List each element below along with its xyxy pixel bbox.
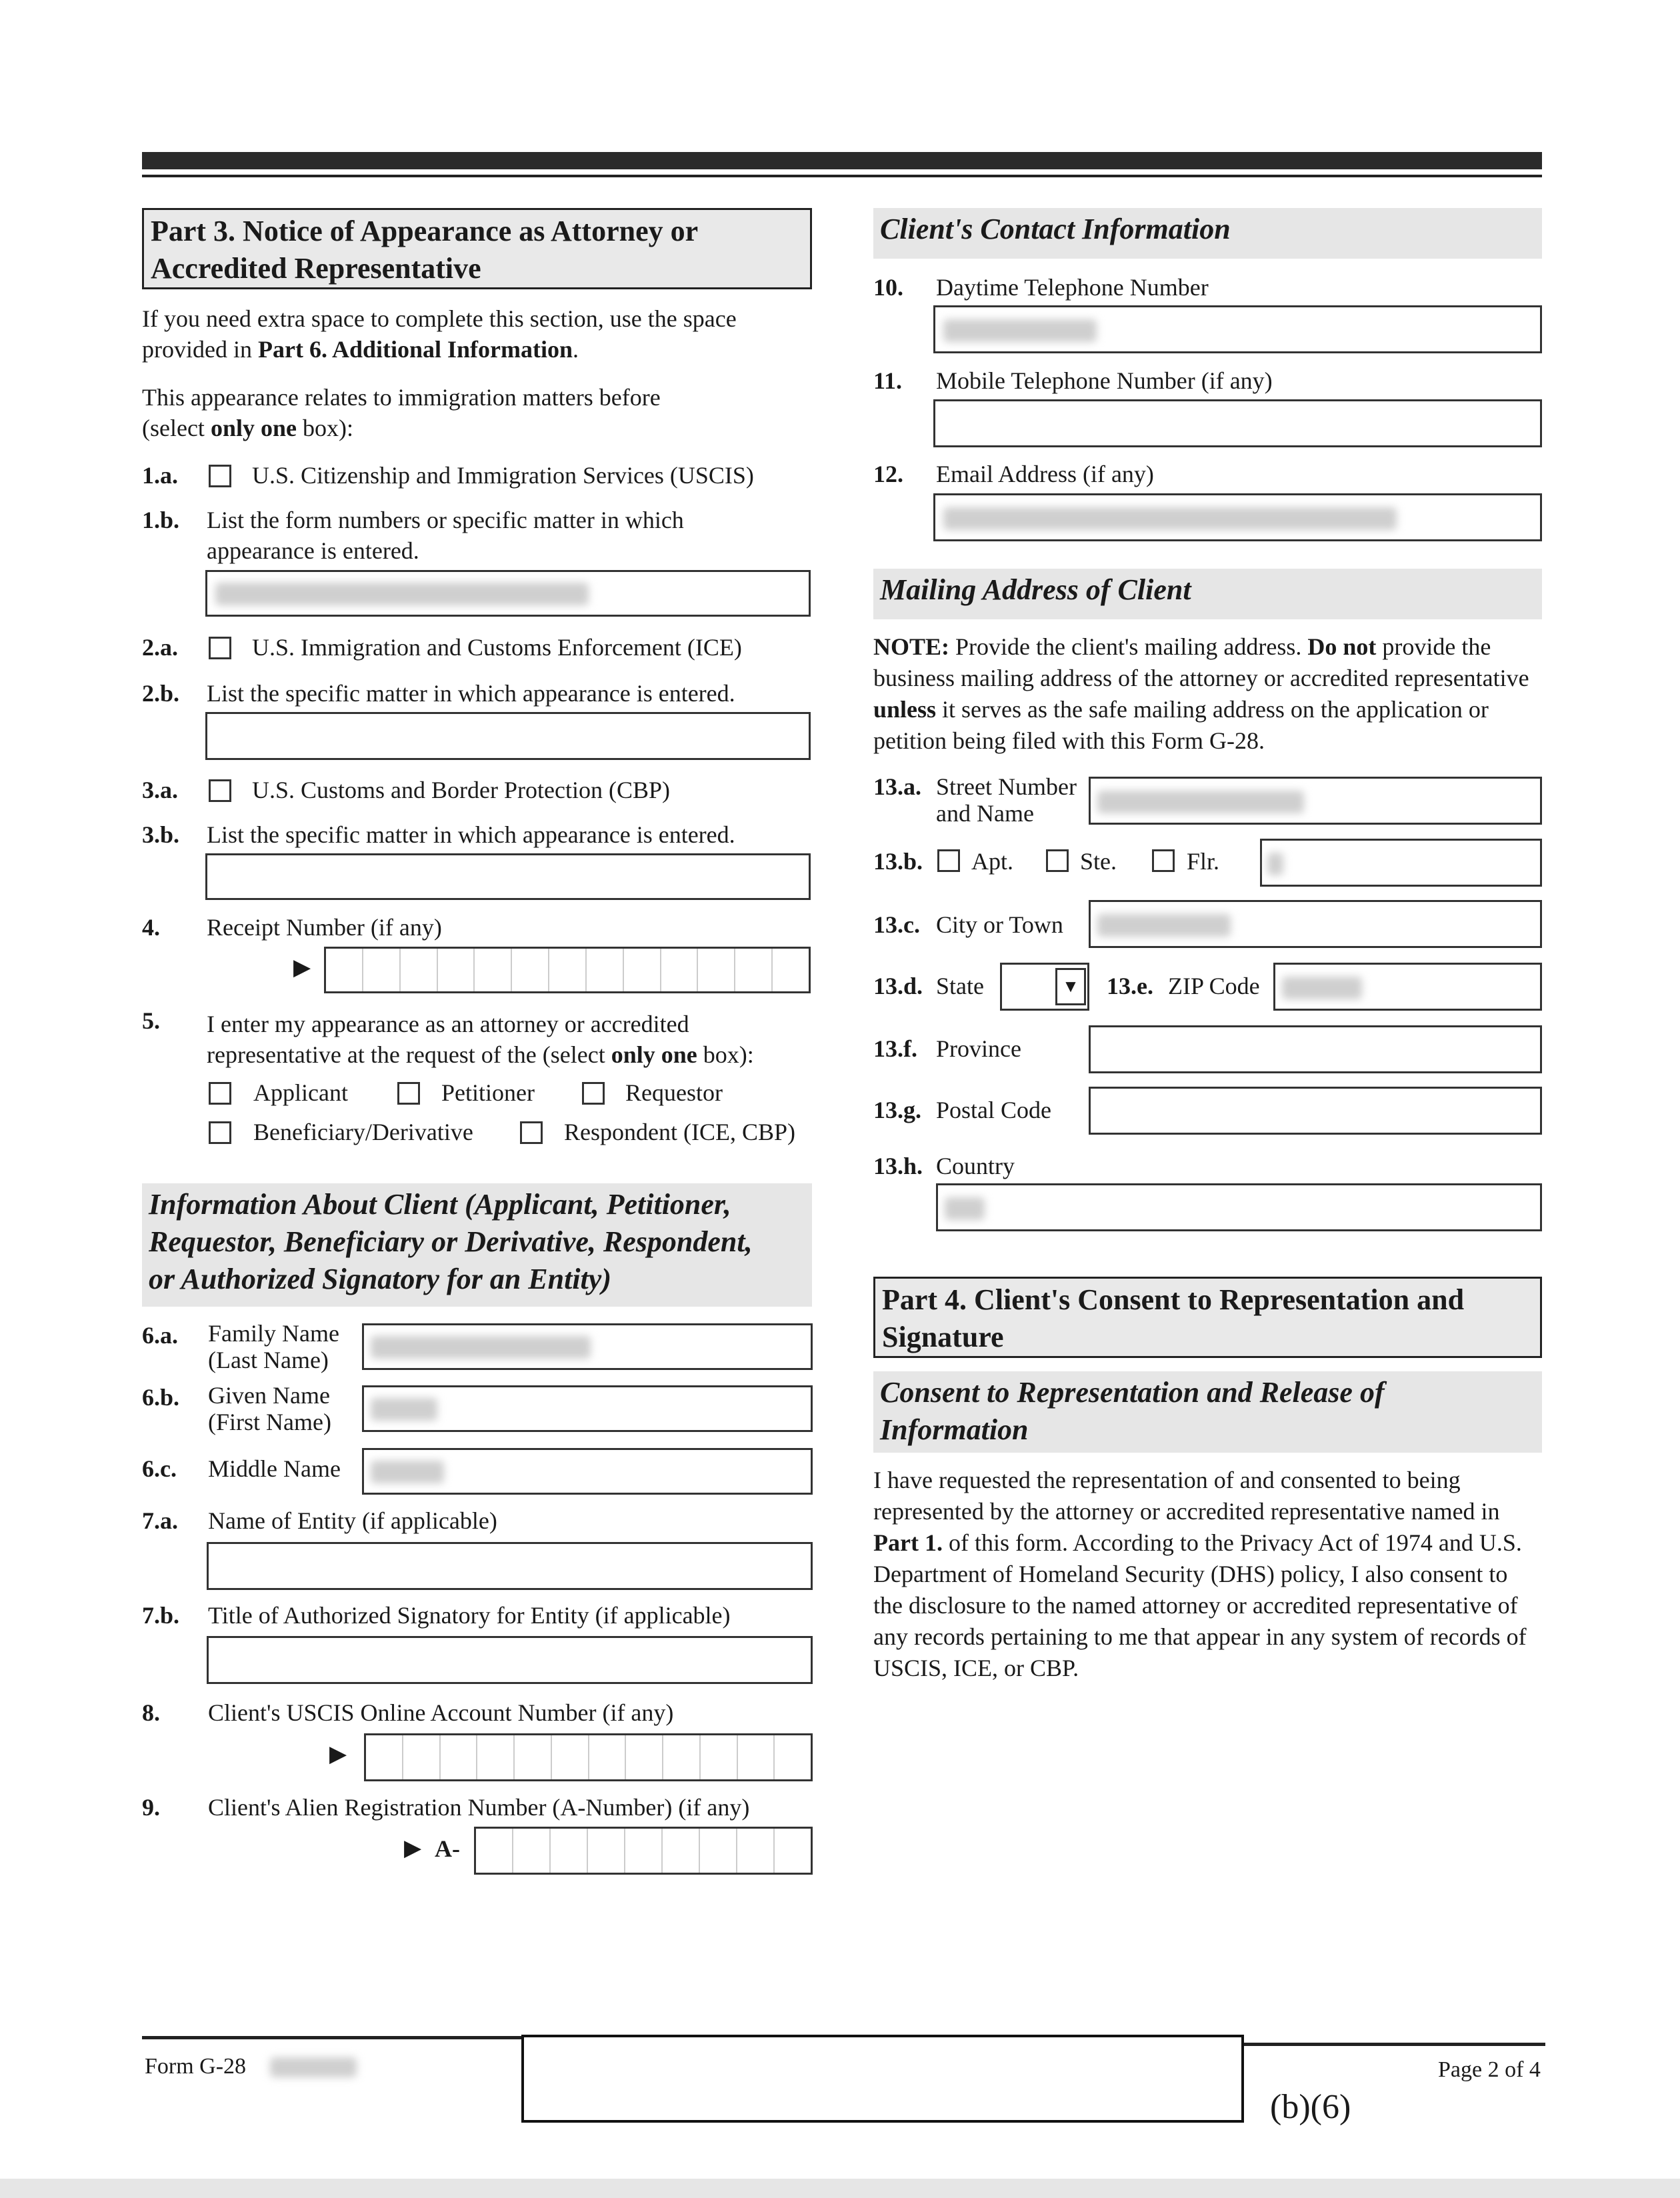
petitioner-label: Petitioner bbox=[441, 1079, 535, 1106]
q12-number: 12. bbox=[873, 461, 903, 487]
header-bar bbox=[142, 152, 1542, 169]
scan-edge bbox=[0, 2179, 1680, 2198]
redacted-text bbox=[945, 1197, 985, 1220]
q13c-number: 13.c. bbox=[873, 911, 920, 938]
intro2-pre: (select bbox=[142, 415, 211, 441]
q11-number: 11. bbox=[873, 367, 903, 394]
part4-title bbox=[873, 1277, 1542, 1358]
consent-bold: Part 1. bbox=[873, 1529, 943, 1556]
daytime-phone-label: Daytime Telephone Number bbox=[936, 274, 1209, 301]
redacted-text bbox=[371, 1336, 591, 1359]
receipt-number-field[interactable] bbox=[324, 947, 811, 993]
mobile-phone-label: Mobile Telephone Number (if any) bbox=[936, 367, 1273, 394]
q2b-label: List the specific matter in which appearance is entered. bbox=[207, 680, 735, 707]
part4-title-line1: Part 4. Client's Consent to Representation and bbox=[882, 1283, 1465, 1316]
comb-cells bbox=[476, 1829, 811, 1873]
part4-title-line2: Signature bbox=[882, 1321, 1004, 1353]
beneficiary-label: Beneficiary/Derivative bbox=[253, 1119, 473, 1145]
requestor-checkbox[interactable] bbox=[582, 1082, 605, 1105]
q5-line2-post: box): bbox=[697, 1041, 754, 1068]
note-bold-1: Do not bbox=[1307, 633, 1377, 660]
part3-intro1 bbox=[142, 303, 737, 365]
q13a-number: 13.a. bbox=[873, 773, 921, 800]
redacted-text bbox=[371, 1398, 437, 1421]
family-name-line1: Family Name bbox=[208, 1320, 339, 1347]
consent-title-line2: Information bbox=[880, 1413, 1029, 1446]
client-info-title-line1: Information About Client (Applicant, Petitioner, bbox=[149, 1188, 731, 1221]
mailing-title bbox=[873, 569, 1542, 619]
note-text-2: provide the business mailing address of the attorney or accredited representative bbox=[873, 633, 1529, 691]
intro1-pre: provided in bbox=[142, 336, 258, 363]
mailing-title-text: Mailing Address of Client bbox=[880, 573, 1191, 606]
signatory-title-label: Title of Authorized Signatory for Entity (if applicable) bbox=[208, 1602, 731, 1629]
contact-title bbox=[873, 208, 1542, 259]
q9-number: 9. bbox=[142, 1794, 160, 1821]
q3b-label: List the specific matter in which appearance is entered. bbox=[207, 821, 735, 848]
q4-number: 4. bbox=[142, 914, 160, 941]
comb-cells bbox=[326, 949, 809, 991]
part3-title bbox=[142, 208, 812, 289]
signatory-title-field[interactable] bbox=[207, 1636, 813, 1684]
uscis-checkbox[interactable] bbox=[209, 465, 231, 487]
a-number-label: Client's Alien Registration Number (A-Number) (if any) bbox=[208, 1794, 750, 1821]
ice-label: U.S. Immigration and Customs Enforcement (ICE) bbox=[252, 634, 742, 661]
note-text-1: Provide the client's mailing address. bbox=[949, 633, 1308, 660]
q13g-number: 13.g. bbox=[873, 1097, 921, 1123]
footer-rule-left bbox=[142, 2036, 522, 2039]
note-text-3: it serves as the safe mailing address on the application or petition being filed with this Form G-28. bbox=[873, 696, 1489, 754]
footer-rule-right bbox=[1244, 2043, 1545, 2046]
q2a-number: 2.a. bbox=[142, 634, 178, 661]
receipt-number-label: Receipt Number (if any) bbox=[207, 914, 442, 941]
q5-line2-bold: only one bbox=[611, 1041, 697, 1068]
contact-title-text: Client's Contact Information bbox=[880, 213, 1231, 245]
province-label: Province bbox=[936, 1035, 1021, 1062]
intro2-post: box): bbox=[296, 415, 353, 441]
entity-name-label: Name of Entity (if applicable) bbox=[208, 1507, 497, 1534]
q7b-number: 7.b. bbox=[142, 1602, 180, 1629]
comb-cells bbox=[366, 1735, 811, 1779]
flr-checkbox[interactable] bbox=[1152, 849, 1175, 872]
country-label: Country bbox=[936, 1153, 1015, 1179]
cbp-label: U.S. Customs and Border Protection (CBP) bbox=[252, 777, 670, 803]
part3-title-line1: Part 3. Notice of Appearance as Attorney or bbox=[151, 215, 699, 247]
unit-number-field[interactable] bbox=[1260, 839, 1542, 887]
page-number: Page 2 of 4 bbox=[1438, 2057, 1541, 2082]
intro2-line2 bbox=[142, 413, 661, 443]
given-name-field[interactable] bbox=[362, 1385, 813, 1432]
email-label: Email Address (if any) bbox=[936, 461, 1154, 487]
ice-checkbox[interactable] bbox=[209, 637, 231, 659]
middle-name-field[interactable] bbox=[362, 1448, 813, 1495]
applicant-label: Applicant bbox=[253, 1079, 348, 1106]
redacted-date bbox=[270, 2057, 357, 2077]
redacted-text bbox=[1097, 914, 1231, 937]
a-number-prefix: A- bbox=[435, 1835, 460, 1862]
mailing-note bbox=[873, 631, 1547, 757]
q6c-number: 6.c. bbox=[142, 1455, 177, 1482]
consent-title-line1: Consent to Representation and Release of bbox=[880, 1376, 1385, 1409]
entity-name-field[interactable] bbox=[207, 1542, 813, 1590]
intro2-line1: This appearance relates to immigration matters before bbox=[142, 384, 661, 411]
redaction-code: (b)(6) bbox=[1270, 2088, 1351, 2126]
q2b-number: 2.b. bbox=[142, 680, 180, 707]
q6b-number: 6.b. bbox=[142, 1384, 180, 1411]
country-field[interactable] bbox=[936, 1183, 1542, 1231]
q1b-label-line1: List the form numbers or specific matter in which bbox=[207, 507, 684, 533]
q5-line1: I enter my appearance as an attorney or accredited bbox=[207, 1011, 689, 1037]
street-label-line2: and Name bbox=[936, 800, 1034, 827]
a-number-field[interactable] bbox=[474, 1827, 813, 1875]
petitioner-checkbox[interactable] bbox=[397, 1082, 420, 1105]
q13e-number: 13.e. bbox=[1107, 973, 1153, 999]
q1b-label-line2: appearance is entered. bbox=[207, 537, 419, 564]
redacted-text bbox=[1097, 791, 1304, 813]
intro1-line2 bbox=[142, 334, 737, 365]
redacted-text bbox=[943, 507, 1397, 530]
ice-matter-field[interactable] bbox=[205, 712, 811, 760]
requestor-label: Requestor bbox=[625, 1079, 723, 1106]
province-field[interactable] bbox=[1089, 1025, 1542, 1073]
uscis-account-label: Client's USCIS Online Account Number (if any) bbox=[208, 1699, 674, 1726]
cbp-matter-field[interactable] bbox=[205, 853, 811, 900]
email-field[interactable] bbox=[933, 493, 1542, 541]
play-arrow-icon: ▶ bbox=[293, 955, 311, 980]
city-label: City or Town bbox=[936, 911, 1063, 938]
q7a-number: 7.a. bbox=[142, 1507, 178, 1534]
q6a-number: 6.a. bbox=[142, 1322, 178, 1349]
consent-text-2: of this form. According to the Privacy Act of 1974 and U.S. Department of Homeland Security (DHS) policy, I also consent to the disclosure to the named attorney or accredited representative of any records pertaining to me that appear in any system of records of USCIS, ICE, or CBP. bbox=[873, 1529, 1527, 1681]
street-label bbox=[936, 773, 1077, 827]
apt-label: Apt. bbox=[971, 848, 1013, 875]
middle-name-label: Middle Name bbox=[208, 1455, 341, 1482]
applicant-checkbox[interactable] bbox=[209, 1082, 231, 1105]
zip-field[interactable] bbox=[1273, 963, 1542, 1011]
note-bold-2: unless bbox=[873, 696, 937, 723]
part3-title-line2: Accredited Representative bbox=[151, 252, 481, 285]
redacted-text bbox=[1282, 977, 1362, 999]
play-arrow-icon: ▶ bbox=[329, 1742, 347, 1767]
given-name-line1: Given Name bbox=[208, 1382, 330, 1409]
client-info-title-line3: or Authorized Signatory for an Entity) bbox=[149, 1263, 611, 1295]
q13f-number: 13.f. bbox=[873, 1035, 917, 1062]
consent-text-1: I have requested the representation of and consented to being represented by the attorney or accredited representative named in bbox=[873, 1467, 1500, 1525]
intro1-bold: Part 6. Additional Information bbox=[257, 336, 573, 363]
given-name-line2: (First Name) bbox=[208, 1409, 331, 1435]
client-info-title bbox=[142, 1183, 812, 1307]
q1b-number: 1.b. bbox=[142, 507, 180, 533]
part3-intro2 bbox=[142, 382, 661, 443]
q5-label bbox=[207, 1009, 754, 1070]
street-field[interactable] bbox=[1089, 777, 1542, 825]
q5-number: 5. bbox=[142, 1007, 160, 1034]
family-name-line2: (Last Name) bbox=[208, 1347, 329, 1373]
uscis-label: U.S. Citizenship and Immigration Services (USCIS) bbox=[252, 462, 754, 489]
q8-number: 8. bbox=[142, 1699, 160, 1726]
q13b-number: 13.b. bbox=[873, 848, 923, 875]
consent-paragraph bbox=[873, 1465, 1540, 1684]
redacted-text bbox=[1267, 853, 1283, 875]
respondent-label: Respondent (ICE, CBP) bbox=[564, 1119, 795, 1145]
flr-label: Flr. bbox=[1187, 848, 1220, 875]
redacted-text bbox=[943, 319, 1097, 342]
client-info-title-line2: Requestor, Beneficiary or Derivative, Respondent, bbox=[149, 1225, 753, 1258]
chevron-down-icon[interactable]: ▼ bbox=[1055, 968, 1086, 1005]
city-field[interactable] bbox=[1089, 900, 1542, 948]
note-label: NOTE: bbox=[873, 633, 950, 660]
uscis-account-field[interactable] bbox=[364, 1733, 813, 1781]
q3a-number: 3.a. bbox=[142, 777, 178, 803]
q1b-label bbox=[207, 505, 684, 566]
postal-code-field[interactable] bbox=[1089, 1087, 1542, 1135]
beneficiary-checkbox[interactable] bbox=[209, 1121, 231, 1144]
ste-checkbox[interactable] bbox=[1046, 849, 1069, 872]
q5-line2 bbox=[207, 1039, 754, 1070]
intro2-bold: only one bbox=[210, 415, 297, 441]
redacted-text bbox=[215, 583, 589, 605]
form-name: Form G-28 bbox=[145, 2054, 247, 2079]
state-label: State bbox=[936, 973, 984, 999]
family-name-label bbox=[208, 1320, 339, 1373]
given-name-label bbox=[208, 1382, 331, 1435]
q13h-number: 13.h. bbox=[873, 1153, 923, 1179]
barcode-box bbox=[521, 2035, 1244, 2123]
family-name-field[interactable] bbox=[362, 1323, 813, 1370]
redacted-text bbox=[371, 1461, 444, 1483]
q3b-number: 3.b. bbox=[142, 821, 180, 848]
header-rule bbox=[142, 175, 1542, 177]
apt-checkbox[interactable] bbox=[937, 849, 960, 872]
zip-label: ZIP Code bbox=[1168, 973, 1260, 999]
intro1-line1: If you need extra space to complete this section, use the space bbox=[142, 305, 737, 332]
play-arrow-icon: ▶ bbox=[404, 1836, 422, 1861]
daytime-phone-field[interactable] bbox=[933, 305, 1542, 353]
consent-title bbox=[873, 1371, 1542, 1453]
cbp-checkbox[interactable] bbox=[209, 779, 231, 802]
q10-number: 10. bbox=[873, 274, 903, 301]
q13d-number: 13.d. bbox=[873, 973, 923, 999]
ste-label: Ste. bbox=[1080, 848, 1117, 875]
q1a-number: 1.a. bbox=[142, 462, 178, 489]
q5-line2-pre: representative at the request of the (select bbox=[207, 1041, 611, 1068]
mobile-phone-field[interactable] bbox=[933, 399, 1542, 447]
form-numbers-field[interactable] bbox=[205, 570, 811, 617]
respondent-checkbox[interactable] bbox=[520, 1121, 543, 1144]
postal-code-label: Postal Code bbox=[936, 1097, 1052, 1123]
street-label-line1: Street Number bbox=[936, 773, 1077, 800]
intro1-post: . bbox=[573, 336, 579, 363]
